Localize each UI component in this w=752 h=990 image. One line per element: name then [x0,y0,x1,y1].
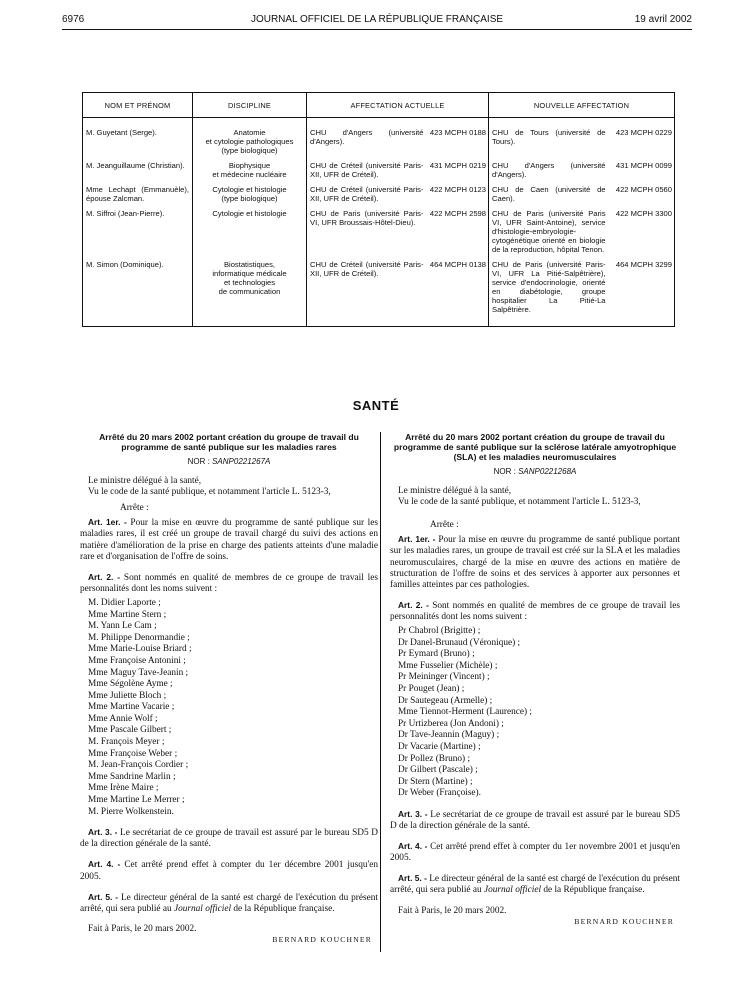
cell-new-affectation: CHU de Tours (université de Tours). [489,118,609,160]
list-item: Pr Meininger (Vincent) ; [398,672,490,683]
header-rule [62,29,692,30]
table-row [83,118,675,160]
cell-current-code: 422 MCPH 2598 [427,207,489,258]
page-number: 6976 [62,14,85,25]
list-item: Dr Vacarie (Martine) ; [398,741,481,752]
intro-visa: Vu le code de la santé publique, et notamment l'article L. 5123-3, [88,487,331,498]
article-label: Art. 3. - [398,808,428,819]
nor-reference: NOR : SANP0221268A [493,467,577,476]
list-item: Mme Irène Maire ; [88,783,159,794]
cell-current-code: 423 MCPH 0188 [427,118,489,160]
decree-rare-diseases [80,432,378,945]
signature: BERNARD KOUCHNER [272,934,372,944]
list-item: Dr Pollez (Bruno) ; [398,753,471,764]
list-item: Mme Fusselier (Michèle) ; [398,660,498,671]
table-row [83,159,675,183]
cell-new-affectation: CHU d'Angers (université d'Angers). [489,159,609,183]
article-label: Art. 5. - [88,891,119,902]
table-row [83,258,675,327]
column-header-discipline: DISCIPLINE [193,93,307,118]
cell-new-code: 464 MCPH 3299 [609,258,675,327]
intro-minister: Le ministre délégué à la santé, [398,486,512,497]
article-5: Art. 5. - Le directeur général de la santé est chargé de l'exécution du présent arrêté, qui sera publié au Journal officiel de la République française. [80,891,378,914]
table-row [83,183,675,207]
appointments-table [82,92,675,327]
cell-discipline: Cytologie et histologie (type biologique) [193,183,307,207]
cell-discipline: Anatomie et cytologie pathologiques (type biologique) [193,118,307,160]
table-row [83,207,675,258]
cell-current-affectation: CHU de Créteil (université Paris-XII, UFR de Créteil). [307,258,427,327]
article-1: Art. 1er. - Pour la mise en œuvre du programme de santé publique portant sur les maladies rares, un groupe de travail est créé sur la SLA et les maladies neuromusculaires, chargé de la mise en œuvre des actions en matière de structuration de l'offre de soins et des services à apporter aux personnes et familles atteintes par ces pathologies. [390,534,680,590]
cell-current-code: 431 MCPH 0219 [427,159,489,183]
member-list [80,598,378,818]
decree-title: Arrêté du 20 mars 2002 portant création du groupe de travail du programme de santé publique sur les maladies rares [99,432,359,452]
cell-name: M. Siffroi (Jean-Pierre). [83,207,193,258]
cell-name: M. Jeanguillaume (Christian). [83,159,193,183]
article-2: Art. 2. - Sont nommés en qualité de membres de ce groupe de travail les personnalités dont les noms suivent : [390,599,680,622]
list-item: Dr Stern (Martine) ; [398,776,473,787]
list-item: Mme Ségolène Ayme ; [88,679,173,690]
cell-new-affectation: CHU de Paris (université Paris-VI, UFR La Pitié-Salpêtrière), service d'endocrinologie, orienté en diabétologie, groupe hospitalier La Pitié-La Salpêtrière. [489,258,609,327]
list-item: M. Yann Le Cam ; [88,621,157,632]
article-label: Art. 5. - [398,873,427,884]
cell-new-code: 422 MCPH 0560 [609,183,675,207]
cell-new-code: 422 MCPH 3300 [609,207,675,258]
intro-visa: Vu le code de la santé publique, et notamment l'article L. 5123-3, [398,497,641,508]
list-item: Mme Martine Le Merrer ; [88,795,185,806]
list-item: M. François Meyer ; [88,737,165,748]
issue-date: 19 avril 2002 [634,14,692,25]
list-item: Pr Urtizberea (Jon Andoni) ; [398,718,504,729]
article-3: Art. 3. - Le secrétariat de ce groupe de travail est assuré par le bureau SD5 D de la direction générale de la santé. [390,808,681,832]
article-label: Art. 2. - [398,599,429,610]
list-item: Dr Sautegeau (Armelle) ; [398,695,493,706]
cell-discipline: Biostatistiques, informatique médicale et technologies de communication [193,258,307,327]
cell-current-code: 422 MCPH 0123 [427,183,489,207]
article-2: Art. 2. - Sont nommés en qualité de membres de ce groupe de travail les personnalités dont les noms suivent : [80,571,378,594]
done-at: Fait à Paris, le 20 mars 2002. [398,905,507,916]
article-label: Art. 1er. - [88,517,127,528]
nor-code: SANP0221268A [518,467,577,476]
list-item: Mme Pascale Gilbert ; [88,725,172,736]
cell-current-code: 464 MCPH 0138 [427,258,489,327]
cell-new-affectation: CHU de Paris (université Paris VI, UFR Saint-Antoine), service d'histologie-embryologie-cytogénétique orienté en biologie de la reproduction, hôpital Tenon. [489,207,609,258]
list-item: Mme Sandrine Marlin ; [88,771,176,782]
list-item: Dr Danel-Brunaud (Véronique) ; [398,637,521,648]
article-label: Art. 2. - [88,571,121,582]
article-label: Art. 4. - [88,859,121,870]
decree-title: Arrêté du 20 mars 2002 portant création du groupe de travail du programme de santé publique sur la sclérose latérale amyotrophique (SLA) et les maladies neuromusculaires [393,432,677,462]
column-divider [380,432,381,952]
column-header-name: NOM ET PRÉNOM [83,93,193,118]
intro-minister: Le ministre délégué à la santé, [88,476,202,487]
cell-new-code: 431 MCPH 0099 [609,159,675,183]
article-label: Art. 4. - [398,841,428,852]
article-4: Art. 4. - Cet arrêté prend effet à compter du 1er décembre 2001 jusqu'en 2005. [80,859,379,882]
cell-discipline: Biophysique et médecine nucléaire [193,159,307,183]
list-item: Mme Françoise Antonini ; [88,655,186,666]
cell-name: M. Simon (Dominique). [83,258,193,327]
article-label: Art. 1er. - [398,534,436,545]
article-4: Art. 4. - Cet arrêté prend effet à compter du 1er novembre 2001 et jusqu'en 2005. [390,841,680,864]
list-item: M. Jean-François Cordier ; [88,760,189,771]
decree-als-neuromuscular [390,432,680,927]
page-header [62,14,692,28]
cell-new-code: 423 MCPH 0229 [609,118,675,160]
arrete-label: Arrête : [430,520,459,531]
list-item: Pr Chabrol (Brigitte) ; [398,626,481,637]
list-item: Pr Eymard (Bruno) ; [398,649,475,660]
cell-current-affectation: CHU de Créteil (université Paris-XII, UFR de Créteil). [307,159,427,183]
journal-title: JOURNAL OFFICIEL DE LA RÉPUBLIQUE FRANÇAISE [250,14,504,25]
done-at: Fait à Paris, le 20 mars 2002. [88,923,197,934]
list-item: Mme Juliette Bloch ; [88,690,167,701]
table-header-row [83,93,675,118]
list-item: Mme Annie Wolf ; [88,713,158,724]
member-list [390,626,680,800]
list-item: Pr Pouget (Jean) ; [398,684,465,694]
list-item: M. Didier Laporte ; [88,597,161,608]
section-title: SANTÉ [352,398,400,413]
cell-current-affectation: CHU d'Angers (université d'Angers). [307,118,427,160]
list-item: Mme Marie-Louise Briard ; [88,644,192,655]
list-item: Dr Weber (Françoise). [398,788,481,799]
list-item: M. Pierre Wolkenstein. [88,806,174,817]
cell-current-affectation: CHU de Créteil (université Paris-XII, UFR de Créteil). [307,183,427,207]
arrete-label: Arrête : [120,503,149,514]
list-item: Mme Tiennot-Herment (Laurence) ; [398,707,532,718]
list-item: Mme Martine Vacarie ; [88,702,175,713]
article-3: Art. 3. - Le secrétariat de ce groupe de travail est assuré par le bureau SD5 D de la direction générale de la santé. [80,827,378,850]
column-header-current: AFFECTATION ACTUELLE [307,93,489,118]
article-label: Art. 3. - [88,827,118,838]
signature: BERNARD KOUCHNER [574,916,674,926]
cell-name: M. Guyetant (Serge). [83,118,193,160]
list-item: M. Philippe Denormandie ; [88,632,190,643]
column-header-new: NOUVELLE AFFECTATION [489,93,675,118]
list-item: Mme Maguy Tave-Jeanin ; [88,667,189,678]
nor-reference: NOR : SANP0221267A [187,457,271,466]
article-5: Art. 5. - Le directeur général de la santé est chargé de l'exécution du présent arrêté, qui sera publié au Journal officiel de la République française. [390,873,680,896]
cell-current-affectation: CHU de Paris (université Paris-VI, UFR Broussais-Hôtel-Dieu). [307,207,427,258]
list-item: Dr Tave-Jeannin (Maguy) ; [398,730,500,741]
article-1: Art. 1er. - Pour la mise en œuvre du programme de santé publique sur les maladies rares, il est créé un groupe de travail chargé du suivi des actions en matière d'amélioration de la prise en charge des patients atteints d'une maladie rare et d'organisation de l'offre de soins. [80,517,378,562]
cell-discipline: Cytologie et histologie [193,207,307,258]
cell-name: Mme Lechapt (Emmanuèle), épouse Zalcman. [83,183,193,207]
list-item: Mme Françoise Weber ; [88,748,178,759]
list-item: Mme Martine Stern ; [88,609,167,620]
list-item: Dr Gilbert (Pascale) ; [398,765,478,776]
nor-code: SANP0221267A [212,457,271,466]
cell-new-affectation: CHU de Caen (université de Caen). [489,183,609,207]
